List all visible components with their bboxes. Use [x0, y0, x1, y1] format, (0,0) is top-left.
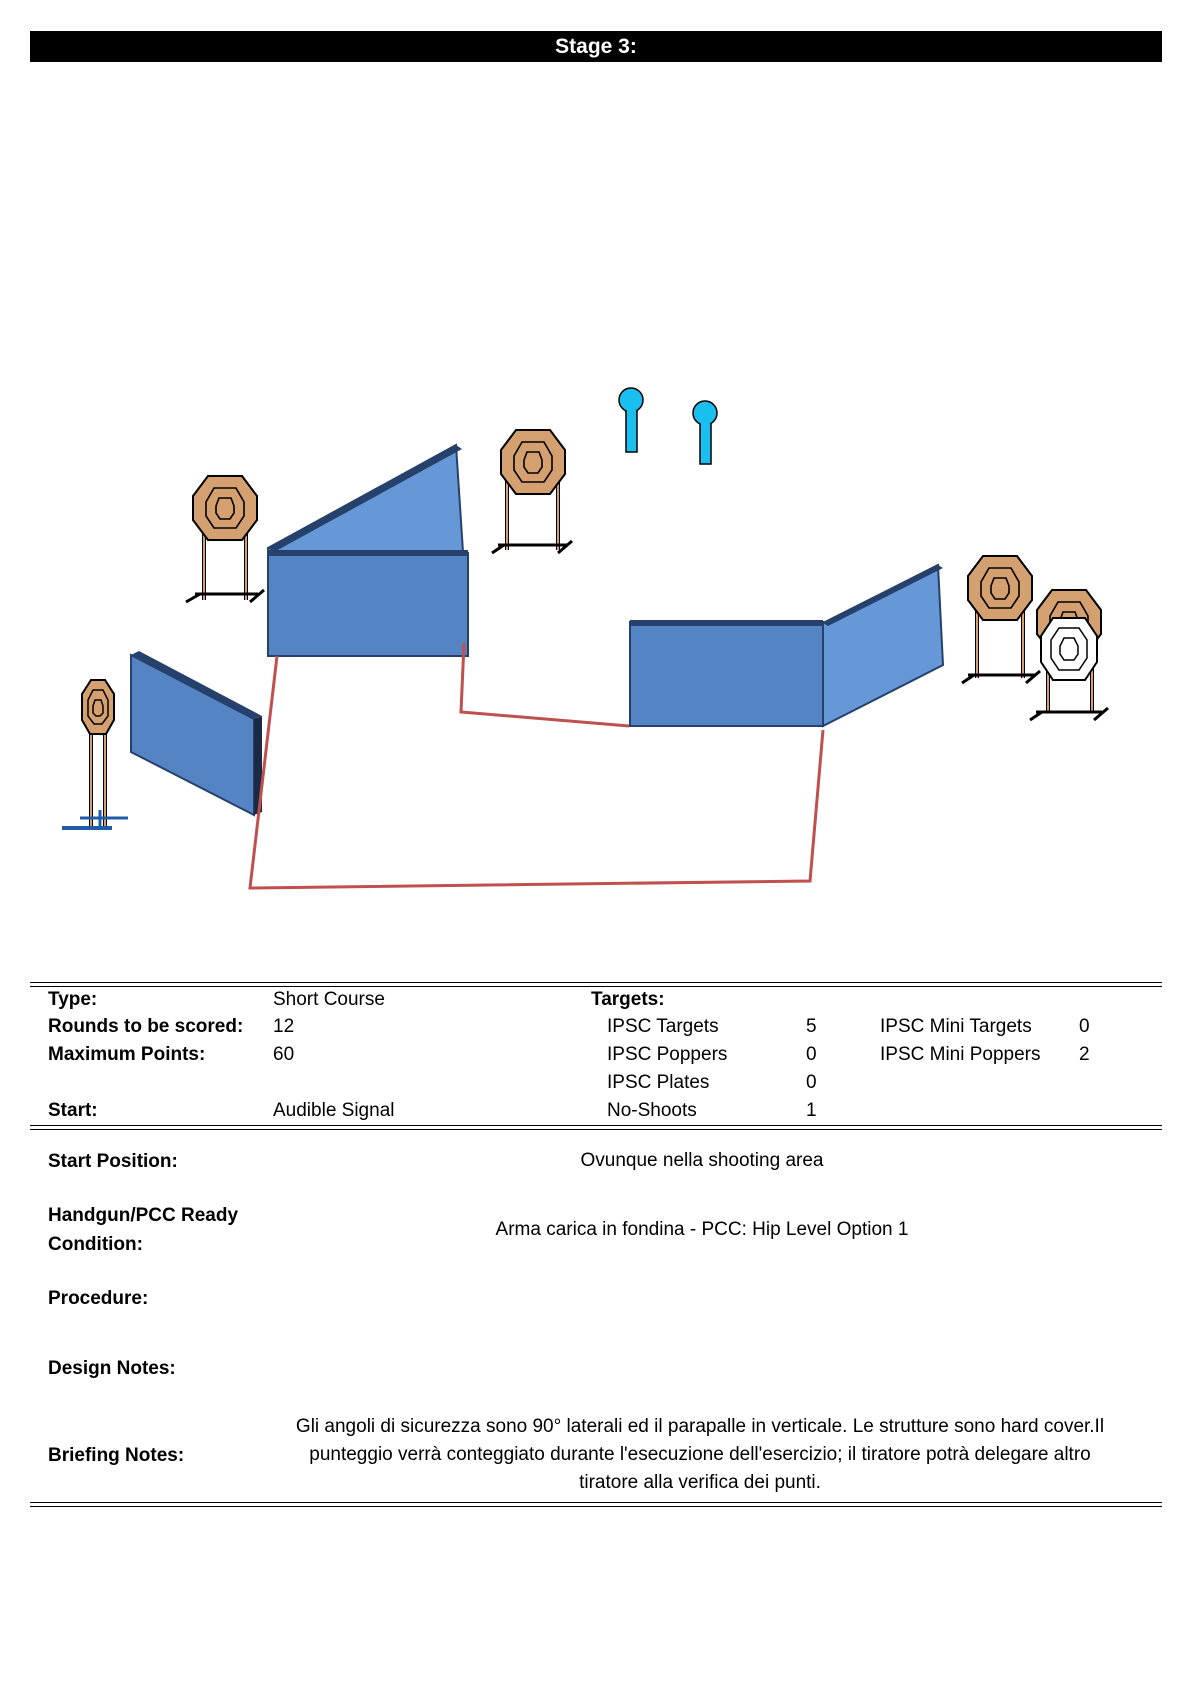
start-value: Audible Signal — [273, 1100, 395, 1121]
start-position-value: Ovunque nella shooting area — [580, 1150, 824, 1171]
ready-condition-label-2: Condition: — [48, 1234, 143, 1255]
design-notes-label: Design Notes: — [48, 1358, 176, 1379]
wall-right-front — [630, 620, 823, 726]
mini-popper-2 — [693, 401, 717, 464]
ready-condition-label-1: Handgun/PCC Ready — [48, 1205, 239, 1226]
no-shoot-target — [1030, 618, 1108, 720]
briefing-notes-value: Gli angoli di sicurezza sono 90° laterali ed il parapalle in verticale. Le strutture sono hard cover.Il punteggio verrà conteggiato durante l'esecuzione dell'esercizio; il tiratore potrà delegare altro tiratore alla verifica dei punti. — [295, 1416, 1105, 1493]
mini-popper-1 — [619, 388, 643, 452]
stage-diagram — [0, 360, 1190, 920]
ipsc-target-1 — [186, 476, 264, 602]
mini-poppers-label: IPSC Mini Poppers — [880, 1044, 1041, 1065]
ready-condition-value: Arma carica in fondina - PCC: Hip Level Option 1 — [495, 1219, 909, 1240]
ipsc-targets-count: 5 — [806, 1016, 817, 1037]
rounds-label: Rounds to be scored: — [48, 1016, 244, 1037]
points-value: 60 — [273, 1044, 295, 1065]
points-label: Maximum Points: — [48, 1044, 206, 1065]
rounds-value: 12 — [273, 1016, 295, 1037]
mini-targets-count: 0 — [1079, 1016, 1090, 1037]
ipsc-target-4 — [962, 556, 1040, 683]
wall-left-small — [131, 651, 262, 815]
wall-right-diagonal — [823, 565, 943, 726]
ipsc-plates-count: 0 — [806, 1072, 817, 1093]
ipsc-poppers-label: IPSC Poppers — [607, 1044, 728, 1065]
ipsc-targets-label: IPSC Targets — [607, 1016, 719, 1037]
ipsc-plates-label: IPSC Plates — [607, 1072, 710, 1093]
fault-line-inner — [461, 643, 629, 726]
no-shoots-count: 1 — [806, 1100, 817, 1121]
briefing-notes-label: Briefing Notes: — [48, 1445, 185, 1466]
start-position-label: Start Position: — [48, 1151, 178, 1172]
ipsc-target-3 — [62, 680, 128, 830]
targets-label: Targets: — [591, 989, 665, 1010]
stage-title: Stage 3: — [30, 31, 1162, 62]
type-label: Type: — [48, 989, 98, 1010]
ipsc-poppers-count: 0 — [806, 1044, 817, 1065]
start-label: Start: — [48, 1100, 98, 1121]
wall-left-front — [268, 550, 468, 656]
mini-targets-label: IPSC Mini Targets — [880, 1016, 1032, 1037]
procedure-label: Procedure: — [48, 1288, 149, 1309]
no-shoots-label: No-Shoots — [607, 1100, 697, 1121]
type-value: Short Course — [273, 989, 385, 1010]
mini-poppers-count: 2 — [1079, 1044, 1090, 1065]
ipsc-target-2 — [492, 430, 572, 553]
